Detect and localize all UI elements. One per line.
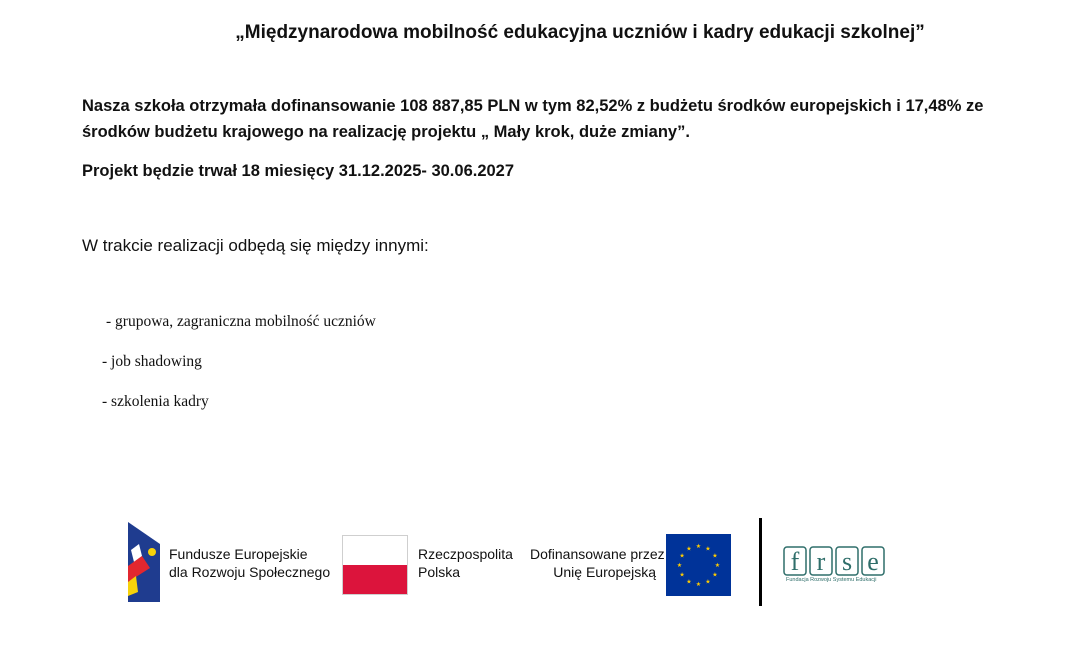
- eu-star-icon: ★: [695, 543, 702, 550]
- eu-star-icon: ★: [714, 562, 721, 569]
- activity-item: - grupowa, zagraniczna mobilność uczniów: [106, 313, 376, 330]
- logo-divider: [759, 518, 762, 606]
- svg-text:s: s: [841, 547, 853, 576]
- pl-logo-line-1: Rzeczpospolita: [418, 546, 513, 562]
- eu-star-icon: ★: [686, 578, 692, 586]
- svg-text:r: r: [816, 547, 826, 576]
- funding-paragraph-line-2: środków budżetu krajowego na realizację projektu „ Mały krok, duże zmiany”.: [82, 123, 690, 141]
- eu-star-icon: ★: [712, 552, 718, 560]
- eu-logo-label: [530, 545, 665, 581]
- eu-star-icon: ★: [679, 571, 685, 579]
- pl-logo-label: [418, 545, 513, 581]
- funding-logos-strip: [0, 515, 1070, 610]
- fe-logo-label: [169, 545, 330, 581]
- eu-logo-line-1: Dofinansowane przez: [530, 546, 665, 562]
- svg-text:e: e: [867, 547, 879, 576]
- eu-star-icon: ★: [705, 578, 711, 586]
- fe-logo-line-1: Fundusze Europejskie: [169, 546, 308, 562]
- activities-intro: W trakcie realizacji odbędą się między innymi:: [82, 236, 429, 255]
- svg-text:f: f: [790, 547, 800, 576]
- eu-star-icon: ★: [686, 545, 692, 553]
- eu-star-icon: ★: [712, 571, 718, 579]
- eu-star-icon: ★: [705, 545, 711, 553]
- eu-star-icon: ★: [695, 581, 702, 588]
- pl-logo-line-2: Polska: [418, 564, 461, 580]
- polish-flag-icon: [342, 535, 408, 595]
- document-title: „Międzynarodowa mobilność edukacyjna uczniów i kadry edukacji szkolnej”: [235, 22, 925, 43]
- project-duration: Projekt będzie trwał 18 miesięcy 31.12.2025- 30.06.2027: [82, 162, 515, 180]
- frse-logo-icon: [783, 546, 885, 576]
- activity-item: - szkolenia kadry: [102, 393, 209, 410]
- fe-logo-line-2: dla Rozwoju Społecznego: [169, 564, 331, 580]
- funding-paragraph-line-1: Nasza szkoła otrzymała dofinansowanie 108 887,85 PLN w tym 82,52% z budżetu środków europejskich i 17,48% ze: [82, 97, 984, 115]
- eu-star-icon: ★: [679, 552, 685, 560]
- eu-flag-icon: [666, 534, 731, 596]
- eu-star-icon: ★: [676, 562, 683, 569]
- fundusze-europejskie-logo-icon: [128, 522, 160, 602]
- activity-item: - job shadowing: [102, 353, 202, 370]
- eu-logo-line-2: Unię Europejską: [553, 564, 656, 580]
- frse-subtitle: Fundacja Rozwoju Systemu Edukacji: [786, 577, 877, 583]
